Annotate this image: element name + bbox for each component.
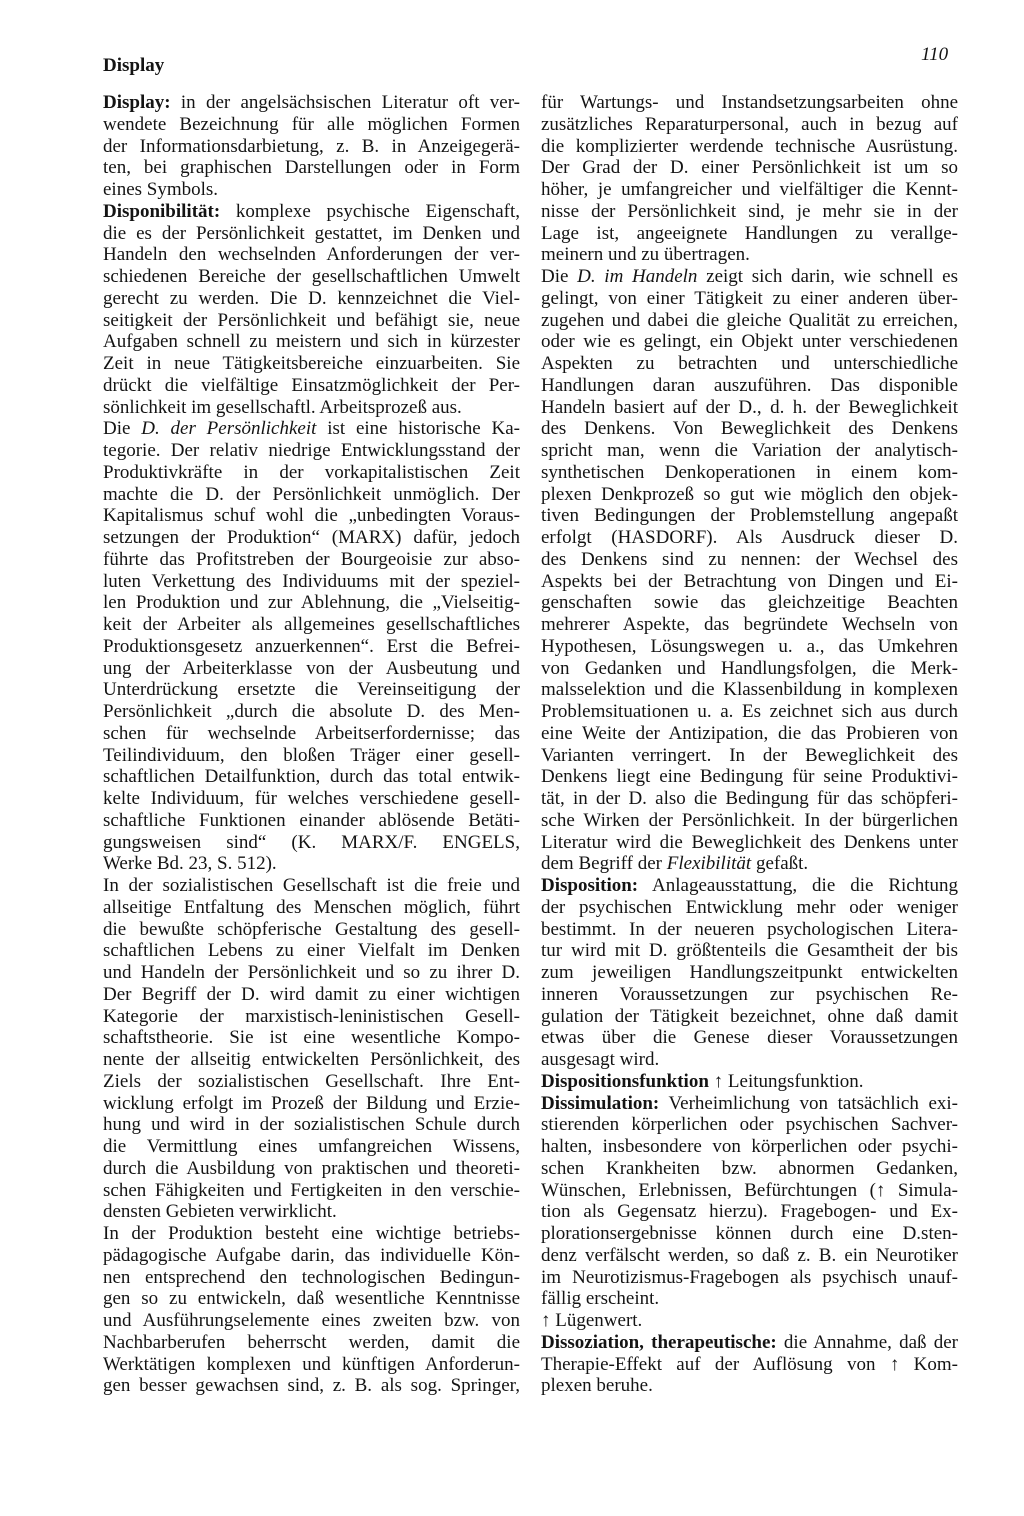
- text-line: luten Verkettung des Individuums mit der speziel-: [103, 570, 520, 592]
- line-text: komplexe psychische Eigenschaft,: [220, 200, 520, 222]
- text-line: inneren Voraussetzungen zur psychischen Re-: [541, 983, 958, 1005]
- text-line: [541, 266, 958, 288]
- text-line: nen entsprechend den technologischen Bedingun-: [103, 1266, 520, 1288]
- text-line: Ziels der sozialistischen Gesellschaft. Ihre Ent-: [103, 1070, 520, 1092]
- entry-term: Dispositionsfunktion: [541, 1070, 709, 1092]
- text-line: gen so zu entwickeln, daß wesentliche Kenntnisse: [103, 1288, 520, 1310]
- emphasis-text: Flexibilität: [666, 853, 752, 875]
- text-line: plorationsergebnisse können durch eine D.sten-: [541, 1223, 958, 1244]
- text-line: plexen beruhe.: [541, 1375, 653, 1397]
- line-text: ist eine historische Ka-: [316, 418, 521, 440]
- text-line: erfolgt (HASDORF). Als Ausdruck dieser D.: [541, 527, 958, 548]
- text-line: des Denkens sind zu nennen: der Wechsel des: [541, 548, 958, 570]
- text-line: schaftliche Funktionen einander ablösende Betäti-: [103, 809, 520, 831]
- text-line: densten Gebieten verwirklicht.: [103, 1201, 337, 1223]
- text-line: [103, 201, 520, 223]
- text-line: wendete Bezeichnung für alle möglichen Formen: [103, 113, 520, 135]
- text-line: [541, 853, 958, 875]
- text-line: Der Grad der D. einer Persönlichkeit ist um so: [541, 157, 958, 179]
- line-text: zeigt sich darin, wie schnell es: [697, 266, 959, 287]
- dictionary-entry: [541, 266, 958, 875]
- text-line: [541, 875, 958, 897]
- text-line: oder wie es gelingt, ein Objekt unter verschiedenen: [541, 331, 958, 353]
- text-line: gerecht zu werden. Die D. kennzeichnet die Viel-: [103, 287, 520, 309]
- text-line: Teilindividuum, den bloßen Träger einer gesell-: [103, 744, 520, 766]
- text-line: tegorie. Der relativ niedrige Entwicklungsstand der: [103, 440, 520, 461]
- entry-term: Dissoziation, therapeutische:: [541, 1331, 777, 1353]
- text-line: plexen Denkprozeß so gut wie möglich den objek-: [541, 483, 958, 505]
- text-line: [541, 1071, 958, 1093]
- text-line: schaftlichen Lebens zu einer Vielfalt im Denken: [103, 940, 520, 962]
- text-line: Handeln basiert auf der D., d. h. der Beweglichkeit: [541, 396, 958, 418]
- text-line: Aufgaben schnell zu meistern und sich in kürzester: [103, 331, 520, 353]
- text-line: für Wartungs- und Instandsetzungsarbeiten ohne: [541, 92, 958, 113]
- dictionary-entry: [541, 92, 958, 266]
- text-line: Der Begriff der D. wird damit zu einer wichtigen: [103, 983, 520, 1005]
- text-line: die Vermittlung eines umfangreichen Wissens,: [103, 1136, 520, 1157]
- text-line: und Handeln der Persönlichkeit und so zu ihrer D.: [103, 962, 520, 983]
- running-head: Display: [103, 55, 165, 76]
- text-line: Therapie-Effekt auf der Auflösung von ↑ Kom-: [541, 1353, 958, 1375]
- text-line: im Neurotizismus-Fragebogen als psychisch unauf-: [541, 1266, 958, 1288]
- text-line: zum jeweiligen Handlungszeitpunkt entwickelten: [541, 962, 958, 983]
- text-line: nisse der Persönlichkeit sind, je mehr sie in der: [541, 200, 958, 222]
- text-line: die komplizierter werdende technische Ausrüstung.: [541, 135, 958, 157]
- text-line: meinern und zu übertragen.: [541, 244, 750, 266]
- dictionary-entry: [103, 875, 520, 1223]
- text-line: Lage ist, angeeignete Handlungen zu verallge-: [541, 222, 958, 244]
- text-line: malsselektion und die Klassenbildung in komplexen: [541, 679, 958, 701]
- text-line: gelingt, von einer Tätigkeit zu einer anderen über-: [541, 287, 958, 309]
- text-line: genschaften sowie das gleichzeitige Beachten: [541, 592, 958, 614]
- text-line: führte das Profitstreben der Bourgeoisie zur abso-: [103, 548, 520, 570]
- dictionary-entry: [541, 1332, 958, 1397]
- text-line: Nachbarberufen beherrscht werden, damit die: [103, 1331, 520, 1353]
- text-line: allseitige Entfaltung des Menschen möglich, führt: [103, 896, 520, 918]
- text-line: der Informationsdarbietung, z. B. in Anzeigegerä-: [103, 135, 520, 157]
- line-text: Die: [541, 266, 578, 287]
- text-line: zugehen und dabei die gleiche Qualität zu erreichen,: [541, 309, 958, 331]
- text-line: Varianten verringert. In der Beweglichkeit des: [541, 744, 958, 766]
- text-line: schen Krankheiten bzw. abnormen Gedanken,: [541, 1157, 958, 1179]
- text-line: drückt die vielfältige Einsatzmöglichkeit der Per-: [103, 374, 520, 396]
- dictionary-entry: [541, 875, 958, 1071]
- text-line: tion als Gegensatz hierzu). Fragebogen- und Ex-: [541, 1201, 958, 1223]
- text-line: schen für wechselnde Arbeitserfordernisse; das: [103, 722, 520, 744]
- text-line: Denkens liegt eine Bedingung für seine Produktivi-: [541, 766, 958, 788]
- text-line: machte die D. der Persönlichkeit unmöglich. Der: [103, 483, 520, 505]
- text-line: [541, 1332, 958, 1354]
- text-line: Handeln den wechselnden Anforderungen der ver-: [103, 244, 520, 266]
- text-line: des Denkens. Von Beweglichkeit des Denkens: [541, 418, 958, 440]
- line-text: die Annahme, daß der: [776, 1331, 958, 1353]
- page-number: 110: [921, 44, 949, 65]
- line-text: Die: [103, 418, 142, 440]
- text-line: Wünschen, Erlebnissen, Befürchtungen (↑ Simula-: [541, 1179, 958, 1201]
- text-line: mehrerer Aspekte, das begründete Wechseln von: [541, 614, 958, 635]
- entry-term: Disposition:: [541, 875, 639, 896]
- text-line: nente der allseitig entwickelten Persönlichkeit, des: [103, 1049, 520, 1070]
- text-line: Werktätigen komplexen und künftigen Anforderun-: [103, 1353, 520, 1375]
- text-line: Werke Bd. 23, S. 512).: [103, 853, 277, 875]
- text-line: wicklung erfolgt im Prozeß der Bildung und Erzie-: [103, 1092, 520, 1114]
- text-line: gen besser gewachsen sind, z. B. als sog. Springer,: [103, 1375, 520, 1397]
- line-text: ↑ Leitungsfunktion.: [708, 1070, 864, 1092]
- text-line: fällig erscheint.: [541, 1288, 660, 1310]
- text-line: Aspekts bei der Betrachtung von Dingen und Ei-: [541, 570, 958, 592]
- text-line: schen Fähigkeiten und Fertigkeiten in den verschie-: [103, 1179, 520, 1201]
- entry-term: Display:: [103, 92, 171, 113]
- text-line: kelte Individuum, für welches verschiedene gesell-: [103, 788, 520, 809]
- line-text: gefaßt.: [751, 853, 809, 875]
- text-line: [103, 418, 520, 440]
- text-line: ausgesagt wird.: [541, 1049, 660, 1070]
- emphasis-text: D. der Persönlichkeit: [141, 418, 317, 440]
- text-line: seitigkeit der Persönlichkeit und befähigt sie, neue: [103, 309, 520, 331]
- text-line: Produktivkräfte in der vorkapitalistischen Zeit: [103, 461, 520, 483]
- dictionary-entry: [103, 1223, 520, 1397]
- line-text: dem Begriff der: [541, 853, 667, 875]
- text-line: eine Weite der Antizipation, die das Probieren von: [541, 722, 958, 744]
- text-line: Problemsituationen u. a. Es zeichnet sich aus durch: [541, 701, 958, 722]
- entry-term: Disponibilität:: [103, 200, 221, 222]
- text-line: setzungen der Produktion“ (MARX) dafür, jedoch: [103, 527, 520, 548]
- text-line: hung und wird in der sozialistischen Schule durch: [103, 1114, 520, 1136]
- text-line: bestimmt. In der neueren psychologischen Litera-: [541, 918, 958, 940]
- text-line: [103, 92, 520, 114]
- text-line: eines Symbols.: [103, 179, 219, 200]
- text-line: und Ausführungselemente eines zweiten bzw. von: [103, 1310, 520, 1331]
- text-line: Kapitalismus schuf wohl die „unbedingten Voraus-: [103, 505, 520, 527]
- text-line: tiven Bedingungen der Problemstellung angepaßt: [541, 505, 958, 527]
- text-line: denz verfälscht werden, so daß z. B. ein Neurotiker: [541, 1244, 958, 1266]
- text-line: tät, in der D. also die Bedingung für das schöpferi-: [541, 788, 958, 809]
- emphasis-text: D. im Handeln: [577, 266, 698, 287]
- text-line: von Gedanken und Handlungsfolgen, die Merk-: [541, 657, 958, 679]
- text-line: die es der Persönlichkeit gestattet, im Denken und: [103, 222, 520, 244]
- text-line: schiedenen Bereiche der gesellschaftlichen Umwelt: [103, 266, 520, 287]
- text-line: Produktionsgesetz anzuerkennen“. Erst die Befrei-: [103, 635, 520, 657]
- text-line: In der Produktion besteht eine wichtige betriebs-: [103, 1223, 520, 1244]
- dictionary-entry: [103, 418, 520, 875]
- text-line: pädagogische Aufgabe darin, das individuelle Kön-: [103, 1244, 520, 1266]
- text-line: len Produktion und zur Ablehnung, die „Vielseitig-: [103, 592, 520, 614]
- text-line: sche Wirken der Persönlichkeit. In der bürgerlichen: [541, 809, 958, 831]
- left-column: [103, 92, 520, 1397]
- text-line: gungsweisen sind“ (K. MARX/F. ENGELS,: [103, 831, 520, 853]
- dictionary-entry: [103, 201, 520, 419]
- line-text: Anlageausstattung, die die Richtung: [638, 875, 958, 896]
- dictionary-entry: [541, 1310, 958, 1332]
- line-text: Verheimlichung von tatsächlich exi-: [659, 1092, 958, 1114]
- text-line: der psychischen Entwicklung mehr oder weniger: [541, 896, 958, 918]
- dictionary-entry: [541, 1071, 958, 1093]
- text-line: tur wird mit D. größtenteils die Gesamtheit der bis: [541, 940, 958, 962]
- text-line: synthetischen Denkoperationen in einem kom-: [541, 461, 958, 483]
- line-text: in der angelsächsischen Literatur oft ver-: [170, 92, 520, 113]
- text-line: etwas über die Genese dieser Voraussetzungen: [541, 1027, 958, 1049]
- text-line: Literatur wird die Beweglichkeit des Denkens unter: [541, 831, 958, 853]
- text-line: Handlungen daran auszuführen. Das disponible: [541, 374, 958, 396]
- text-line: schaftlichen Detailfunktion, durch das total entwik-: [103, 766, 520, 788]
- text-line: durch die Ausbildung von praktischen und theoreti-: [103, 1157, 520, 1179]
- text-line: Persönlichkeit „durch die absolute D. des Men-: [103, 701, 520, 722]
- text-line: schaftstheorie. Sie ist eine wesentliche Kompo-: [103, 1027, 520, 1049]
- text-line: ten, bei graphischen Darstellungen oder in Form: [103, 157, 520, 179]
- dictionary-entry: [541, 1093, 958, 1311]
- text-line: Kategorie der marxistisch-leninistischen Gesell-: [103, 1005, 520, 1027]
- text-line: In der sozialistischen Gesellschaft ist die freie und: [103, 875, 520, 896]
- text-line: ung der Arbeiterklasse von der Ausbeutung und: [103, 657, 520, 679]
- text-line: die bewußte schöpferische Gestaltung des gesell-: [103, 918, 520, 940]
- text-line: zusätzliches Reparaturpersonal, auch in bezug auf: [541, 113, 958, 135]
- text-line: keit der Arbeiter als allgemeines gesellschaftliches: [103, 614, 520, 635]
- text-line: ↑ Lügenwert.: [541, 1310, 643, 1331]
- text-line: stierenden körperlichen oder psychischen Sachver-: [541, 1114, 958, 1136]
- text-line: Unterdrückung ersetzte die Vereinseitigung der: [103, 679, 520, 701]
- right-column: [541, 92, 958, 1397]
- text-line: Zeit in neue Tätigkeitsbereiche einzuarbeiten. Sie: [103, 353, 520, 374]
- text-line: [541, 1093, 958, 1115]
- text-line: spricht man, wenn die Variation der analytisch-: [541, 440, 958, 461]
- entry-term: Dissimulation:: [541, 1092, 660, 1114]
- text-line: höher, je umfangreicher und vielfältiger die Kennt-: [541, 179, 958, 200]
- dictionary-entry: [103, 92, 520, 201]
- text-line: Aspekten zu betrachten und unterschiedliche: [541, 353, 958, 374]
- text-line: gulation der Tätigkeit bezeichnet, ohne daß damit: [541, 1005, 958, 1027]
- text-line: Hypothesen, Lösungswegen u. a., das Umkehren: [541, 635, 958, 657]
- text-line: halten, insbesondere von körperlichen oder psychi-: [541, 1136, 958, 1157]
- text-line: sönlichkeit im gesellschaftl. Arbeitsprozeß aus.: [103, 396, 462, 418]
